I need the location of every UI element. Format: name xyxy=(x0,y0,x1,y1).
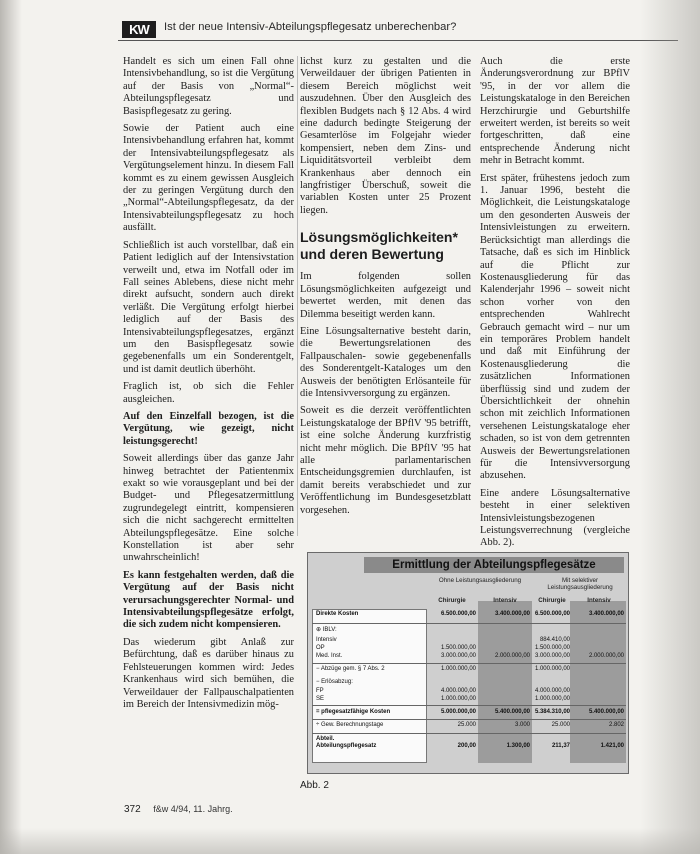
header-chirurgie-ohne: Chirurgie xyxy=(438,597,466,604)
table-cell: 5.400.000,00 xyxy=(494,709,530,715)
table-cell: 2.000.000,00 xyxy=(588,653,624,659)
table-cell: 1.000.000,00 xyxy=(440,696,476,702)
footer-text: f&w 4/94, 11. Jahrg. xyxy=(153,804,233,814)
paragraph: Soweit es die derzeit veröffentlichten Leistungskataloge der BPflV '95 betrifft, ist eine solche Änderung kurzfristig nicht mehr möglich. Die BPflV '95 hat alle parlamentarischen Entscheidungsgremien durchlaufen, ist damit bereits verabschiedet und zur Veröffentlichung im Bundesgesetzblatt vorgesehen. xyxy=(300,405,471,516)
header-chirurgie-mit: Chirurgie xyxy=(538,597,566,604)
table-cell: 3.000.000,00 xyxy=(534,653,570,659)
text-column-2 xyxy=(300,56,471,522)
table-rule xyxy=(312,719,626,720)
table-rule xyxy=(312,663,626,664)
row-label: Direkte Kosten xyxy=(316,611,359,617)
table-cell: 1.300,00 xyxy=(506,743,530,749)
column-divider xyxy=(297,56,298,536)
header-group-ohne: Ohne Leistungsausgliederung xyxy=(438,577,522,584)
page-number: 372 xyxy=(124,804,141,815)
book-spine-shadow xyxy=(0,0,22,854)
table-cell: 1.500.000,00 xyxy=(440,645,476,651)
table-cell: 5.000.000,00 xyxy=(440,709,476,715)
header-intensiv-mit: Intensiv xyxy=(587,597,611,604)
row-label: Abteilungspflegesatz xyxy=(316,743,377,749)
paragraph: Auf den Einzelfall bezogen, ist die Vergütung, wie gezeigt, nicht leistungsgerecht! xyxy=(123,410,294,447)
shaded-column-intensiv-ohne xyxy=(478,601,532,763)
table-rule xyxy=(312,733,626,734)
row-label: − Abzüge gem. § 7 Abs. 2 xyxy=(316,666,385,672)
table-cell: 2.000.000,00 xyxy=(494,653,530,659)
row-label: ⊕ IBLV: xyxy=(316,627,337,633)
table-cell: 1.000.000,00 xyxy=(440,666,476,672)
bottom-edge-shadow xyxy=(0,828,700,854)
paragraph: Eine andere Lösungsalternative besteht in einer selektiven Intensivleistungsbezogenen Leistungsverrechnung (vergleiche Abb. 2). xyxy=(480,487,630,549)
paragraph: Es kann festgehalten werden, daß die Vergütung auf der Basis nicht verursachungsgerechter Normal- und Intensivabteilungspflegesätze erfolgt, die sich zudem nicht kompensieren. xyxy=(123,569,294,631)
table-cell: 25.000 xyxy=(551,722,570,728)
table-rule xyxy=(312,623,626,624)
row-label-prefix: Abteil. xyxy=(316,736,335,742)
row-label: = pflegesatzfähige Kosten xyxy=(316,709,391,715)
table-cell: 5.400.000,00 xyxy=(588,709,624,715)
paragraph: Sowie der Patient auch eine Intensivbehandlung erfahren hat, kommt der Intensivabteilungspflegesatz als Vergütungselement hinzu. In diesem Fall kommt es zu einem gewissen Ausgleich der zu geringen Vergütung durch den „Normal“-Abteilungspflegesatz, da der Intensivabteilungspflegesatz zu hoch ausfällt. xyxy=(123,123,294,234)
row-label: Med. Inst. xyxy=(316,653,343,659)
header-title: Ist der neue Intensiv-Abteilungspflegesatz unberechenbar? xyxy=(164,21,457,33)
table-cell: 200,00 xyxy=(457,743,476,749)
table-cell: 3.400.000,00 xyxy=(588,611,624,617)
row-label: ÷ Gew. Berechnungstage xyxy=(316,722,384,728)
table-cell: 1.000.000,00 xyxy=(534,696,570,702)
paragraph: Erst später, frühestens jedoch zum 1. Januar 1996, besteht die Möglichkeit, die Leistungskataloge um den gesonderten Ausweis der Intensivleistungen zu erweitern. Berücksichtigt man allerdings die Tatsache, daß es sich im Hinblick auf die Pflicht zur Kostenausgliederung für das Kalenderjahr 1996 – soweit nicht schon vorher von den entsprechenden Wahlrecht Gebrauch gemacht wird – nur um ein temporäres Problem handelt und daß mit Einführung der Kostenausgliederung die zusätzlichen Informationen überflüssig sind und zudem der Übersichtlichkeit der ohnehin schon mit zeichlich Informationen versehenen Leistungskataloge eher schaden, so ist von dem getrennten Ausweis der Bewertungsrelationen für die Intensivversorgung abzusehen. xyxy=(480,172,630,482)
paragraph: Soweit allerdings über das ganze Jahr hinweg betrachtet der Patientenmix exakt so wie vorausgeplant und bei der Budget- und Pflegesatzermittlung zugrundegelegt eintritt, kompensieren sich die nicht sachgerecht ermittelten Abteilungspflegesätze. Eine solche Konstellation ist aber sehr unwahrscheinlich! xyxy=(123,453,294,564)
row-label: Intensiv xyxy=(316,637,337,643)
table-cell: 3.000 xyxy=(514,722,530,728)
section-heading: Lösungsmöglichkeiten* und deren Bewertung xyxy=(300,229,458,263)
header-intensiv-ohne: Intensiv xyxy=(493,597,517,604)
table-cell: 3.400.000,00 xyxy=(494,611,530,617)
paragraph: Fraglich ist, ob sich die Fehler ausgleichen. xyxy=(123,381,294,405)
table-cell: 3.000.000,00 xyxy=(440,653,476,659)
row-label: SE xyxy=(316,696,325,702)
table-cell: 4.000.000,00 xyxy=(534,688,570,694)
figure-table xyxy=(307,552,629,774)
table-cell: 4.000.000,00 xyxy=(440,688,476,694)
table-cell: 211,37 xyxy=(551,743,570,749)
table-cell: 1.000.000,00 xyxy=(534,666,570,672)
table-cell: 1.500.000,00 xyxy=(534,645,570,651)
figure-caption: Abb. 2 xyxy=(300,780,329,791)
row-label: − Erlösabzug: xyxy=(316,679,353,685)
table-cell: 6.500.000,00 xyxy=(534,611,570,617)
table-cell: 6.500.000,00 xyxy=(440,611,476,617)
row-label: OP xyxy=(316,645,325,651)
paragraph: Auch die erste Änderungsverordnung zur BPflV '95, in der vor allem die Leistungskataloge in den Bereichen Herzchirurgie und Geburtshilfe erweitert werden, ist bereits so weit fortgeschritten, daß eine entsprechende Änderung nicht mehr in Betracht kommt. xyxy=(480,56,630,167)
table-cell: 1.421,00 xyxy=(600,743,624,749)
figure-title: Ermittlung der Abteilungspflegesätze xyxy=(364,557,624,573)
table-cell: 5.384.310,00 xyxy=(534,709,570,715)
table-cell: 25.000 xyxy=(457,722,476,728)
paragraph: lichst kurz zu gestalten und die Verweildauer der übrigen Patienten in diesem Bereich möglichst weit auszudehnen. Über den Ausgleich des flexiblen Budgets nach § 12 Abs. 4 wird eine dadurch bedingte Steigerung der Gesamterlöse im Folgejahr wieder kompensiert, neben dem Zins- und Liquiditätsvorteil verbleibt dem Krankenhaus aber dennoch ein langfristiger Überschuß, soweit die variablen Kosten unter 25 Prozent liegen. xyxy=(300,56,471,216)
journal-logo: KW xyxy=(122,21,156,38)
paragraph: Schließlich ist auch vorstellbar, daß ein Patient lediglich auf der Intensivstation verweilt und, etwa im Notfall oder im Fall seines Ablebens, diese nicht mehr direkt aufsucht, sondern auch direkt verläßt. Die Vergütung erfolgt hierbei lediglich auf der Basis des Intensivabteilungspflegesatzes, ergänzt um den Basispflegesatz sowie gegebenenfalls um ein Sonderentgelt, und ist damit deutlich überhöht. xyxy=(123,239,294,375)
text-column-3 xyxy=(480,56,630,555)
row-label: FP xyxy=(316,688,324,694)
table-rule xyxy=(312,705,626,706)
text-column-1 xyxy=(123,56,294,716)
running-header xyxy=(118,19,678,41)
page-footer xyxy=(124,804,233,815)
table-cell: 884.410,00 xyxy=(539,637,570,643)
table-cell: 2.802 xyxy=(608,722,624,728)
right-edge-shadow xyxy=(640,0,700,854)
paragraph: Eine Lösungsalternative besteht darin, die Bewertungsrelationen des Fallpauschalen- sowie gegebenenfalls des Sonderentgelt-Kataloges um den Ausweis der benötigten Erlösanteile für die Intensivversorgung zu ergänzen. xyxy=(300,325,471,399)
paragraph: Im folgenden sollen Lösungsmöglichkeiten aufgezeigt und bewertet werden, mit denen das Dilemma beseitigt werden kann. xyxy=(300,271,471,320)
paragraph: Handelt es sich um einen Fall ohne Intensivbehandlung, so ist die Vergütung auf der Basis von „Normal“-Abteilungspflegesatz und Basispflegesatz zu gering. xyxy=(123,56,294,117)
paragraph: Das wiederum gibt Anlaß zur Befürchtung, daß es darüber hinaus zu Fehlsteuerungen kommen wird: Jedes Krankenhaus wird sich bemühen, die Verweildauer der Fallpauschalpatienten im Bereich der Intensivmedizin mög- xyxy=(123,636,294,710)
shaded-column-intensiv-mit xyxy=(570,601,626,763)
header-rule xyxy=(118,40,678,41)
header-group-mit: Mit selektiver Leistungsausgliederung xyxy=(547,577,613,591)
